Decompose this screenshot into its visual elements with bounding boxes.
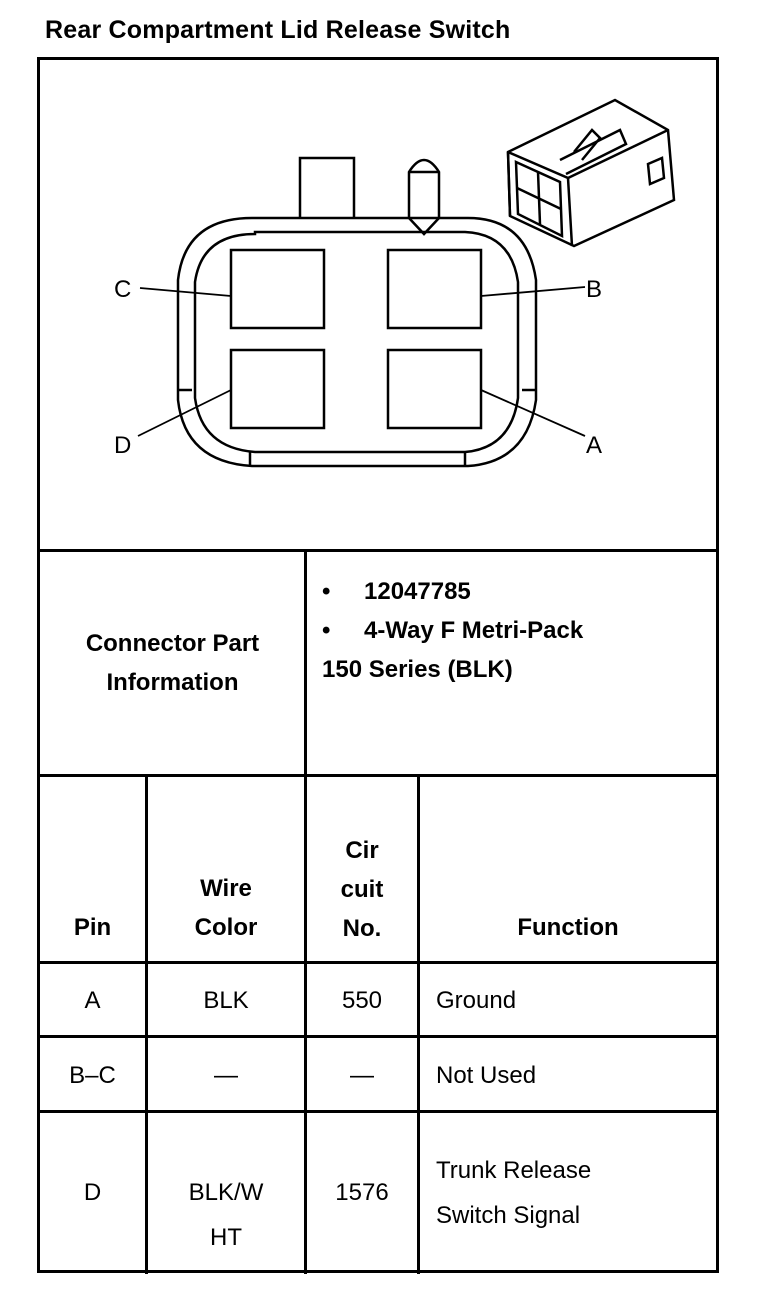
divider-row-bc bbox=[37, 1110, 719, 1113]
connector-info-item: • 12047785 bbox=[322, 572, 583, 611]
table-row-wire: — bbox=[214, 1062, 238, 1089]
table-row-circuit: — bbox=[350, 1062, 374, 1089]
table-row-function: Not Used bbox=[436, 1062, 537, 1089]
pin-label-b: B bbox=[586, 276, 603, 303]
table-row-circuit: 1576 bbox=[335, 1179, 389, 1206]
table-row-wire: BLK/W bbox=[188, 1179, 264, 1206]
table-row-function: Ground bbox=[436, 987, 517, 1014]
header-pin: Pin bbox=[73, 914, 112, 941]
connector-part-info bbox=[322, 572, 583, 689]
table-row-pin: A bbox=[84, 987, 101, 1014]
header-wire-color: Wire Color bbox=[194, 875, 258, 941]
table-row-circuit: 550 bbox=[341, 987, 383, 1014]
connector-diagram bbox=[40, 60, 716, 548]
pin-label-d: D bbox=[114, 432, 132, 459]
table-row-wire: BLK bbox=[203, 987, 249, 1014]
page-title: Rear Compartment Lid Release Switch bbox=[45, 16, 511, 44]
divider-row-a bbox=[37, 1035, 719, 1038]
table-row-function: Trunk Release bbox=[436, 1157, 592, 1184]
divider-col-function bbox=[417, 777, 420, 1274]
divider-header bbox=[37, 961, 719, 964]
connector-part-label bbox=[40, 552, 305, 774]
bullet-icon: • bbox=[322, 578, 331, 605]
pin-label-a: A bbox=[586, 432, 603, 459]
table-row-function-cont: Switch Signal bbox=[436, 1202, 581, 1229]
header-function: Function bbox=[517, 914, 619, 941]
bullet-icon: • bbox=[322, 617, 331, 644]
connector-part-label-line1: Connector Part bbox=[85, 630, 260, 657]
connector-info-continuation: 150 Series (BLK) bbox=[322, 656, 513, 683]
divider-connector-info bbox=[37, 774, 719, 777]
header-circuit: Cir cuit No. bbox=[340, 837, 384, 942]
connector-part-label-line2: Information bbox=[106, 669, 239, 696]
table-row-pin: B–C bbox=[69, 1062, 116, 1089]
pin-label-c: C bbox=[114, 276, 132, 303]
connector-info-item: • 4-Way F Metri-Pack bbox=[322, 611, 583, 650]
table-row-pin: D bbox=[83, 1179, 102, 1206]
table-row-wire-cont: HT bbox=[210, 1224, 242, 1251]
